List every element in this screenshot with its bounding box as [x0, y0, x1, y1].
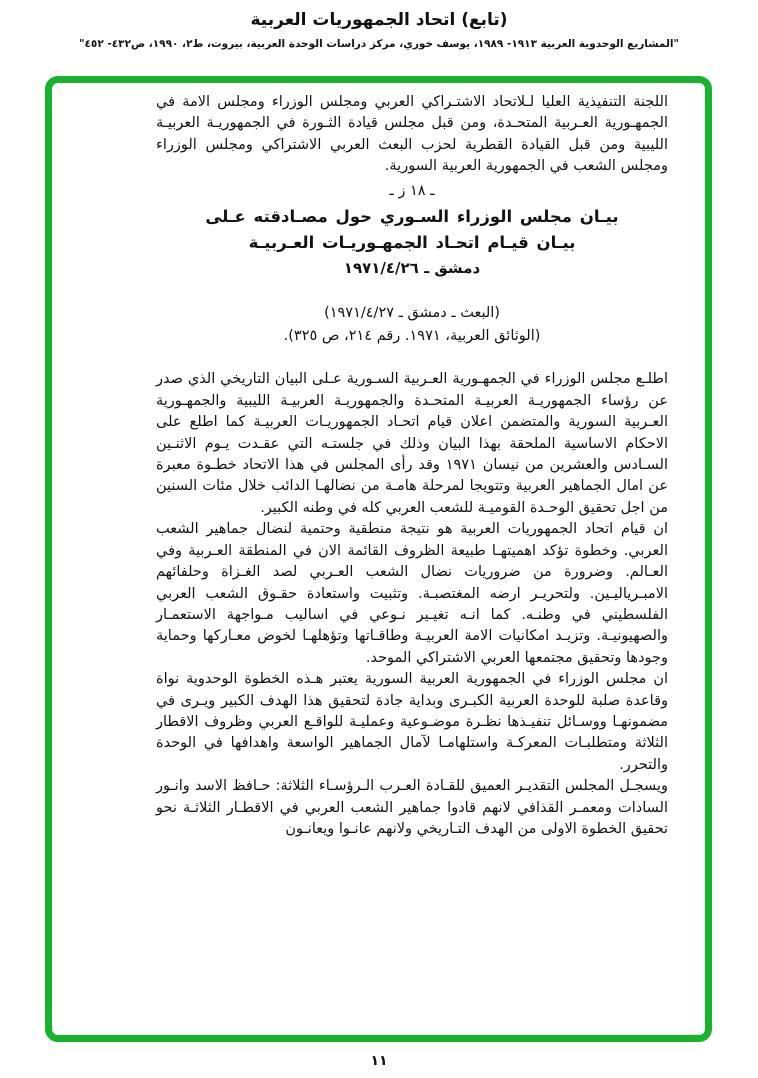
- document-content: [156, 92, 668, 840]
- page-number: ١١: [370, 1053, 388, 1069]
- heading-line-2: بيـان قيـام اتحـاد الجمهـوريـات العـربيـة: [248, 233, 576, 253]
- body-paragraph: ويسجـل المجلس التقديـر العميق للقـادة العـرب الـرؤسـاء الثلاثة: حـافظ الاسد وانـور السادات ومعمـر القذافي لانهم قادوا جماهير الشعب العربي في الاقطـار الثلاثـة نحو تحقيق الخطوة الاولى من الهدف التـاريخي ولانهم عانـوا ويعانـون: [156, 778, 668, 837]
- source-citation: "المشاريع الوحدوية العربية ١٩١٣- ١٩٨٩، يوسف خوري، مركز دراسات الوحدة العربية، بيروت، ط٢، ١٩٩٠، ص٤٣٢- ٤٥٢": [79, 38, 679, 50]
- body-paragraph: ان قيام اتحاد الجمهوريات العربية هو نتيجة منطقية وحتمية لنضال جماهير الشعب العربي. وخطوة تؤكد اهميتهـا طبيعة الظروف القائمة الان في المنطقة العـربية وفي العـالم. وضرورة من ضروريات نضال الشعب العـربي لصد الغـزاة وحلفائهم الامبـرياليـين. ولتحريـر ارضه المغتصبـة. وتثبيت واستعادة حقـوق الشعب العربي الفلسطيني في وطنـه. كما انـه تغيـير نـوعي في اساليب مـواجهة الاستعمـار والصهيونيـة. وتزيـد امكانيات الامة العربيـة وطاقـاتها وتؤهلهـا لخوض معـاركها وحماية وجودها وتحقيق مجتمعها العربي الاشتراكي الموحد.: [156, 521, 668, 666]
- body-paragraph: اطلـع مجلس الوزراء في الجمهـورية العـربية السـورية عـلى البيان التاريخي الذي صدر عن رؤساء الجمهوريـة العربيـة المتحـدة والجمهوريـة العربيـة الليبية والجمهـورية العـربية السورية والمتضمن اعلان قيام اتحـاد الجمهوريـات العربيـة كما اطلع على الاحكام الاساسية الملحقة بهذا البيان وذلك في جلستـه التي عقـدت يـوم الاثنـين السـادس والعشرين من نيسان ١٩٧١ وقد رأى المجلس في هذا الاتحاد خطـوة معبرة عن امال الجماهير العربية وتتويجا لمرحلة هامـة من نضالهـا الدائب خلال مئات السنين من اجل تحقيق الوحـدة القوميـة للشعب العربي كله في وطنه الكبير.: [156, 371, 669, 516]
- page-header: [0, 0, 758, 50]
- page-title: (تابع) اتحاد الجمهوريات العربية: [250, 10, 508, 30]
- document-number: ـ ١٨ ز ـ: [389, 182, 435, 199]
- heading-line-1: بيـان مجلس الوزراء السـوري حول مصـادقته عـلى: [205, 207, 619, 227]
- continuation-paragraph: اللجنة التنفيذية العليا لـلاتحاد الاشتـراكي العربي ومجلس الوزراء ومجلس الامة في الجمهـورية العـربية المتحـدة، ومن قبل مجلس قيادة الثـورة في الجمهوريـة العربيـة الليبية ومن قبل القيادة القطرية لحزب البعث العربي الاشتراكي ومجلس الوزراء ومجلس الشعب في الجمهورية العربية السورية.: [156, 94, 668, 175]
- citation-source-1: (البعث ـ دمشق ـ ١٩٧١/٤/٢٧): [324, 305, 500, 322]
- citation-source-2: (الوثائق العربية، ١٩٧١. رقم ٢١٤، ص ٣٢٥).: [283, 328, 541, 345]
- citation-block: [156, 302, 668, 348]
- heading-dateline: دمشق ـ ١٩٧١/٤/٢٦: [343, 259, 481, 278]
- statement-heading: [156, 204, 668, 256]
- body-paragraphs: [156, 369, 668, 840]
- body-paragraph: ان مجلس الوزراء في الجمهورية العربية السورية يعتبر هـذه الخطوة الوحدوية نواة وقاعدة صلبة للوحدة العربية الكبـرى وبداية جادة لتحقيق هذا الهدف الكبير ويـرى في مضمونهـا ووسـائل تنفيـذها نظـرة موضـوعية وعمليـة للواقـع العربي وظروف الاقطار الثلاثة ومتطلبـات المعركـة واستلهامـا لآمال الجماهير الواسعة واهدافها في الوحدة والتحرر.: [156, 671, 668, 773]
- document-frame: [45, 76, 712, 1042]
